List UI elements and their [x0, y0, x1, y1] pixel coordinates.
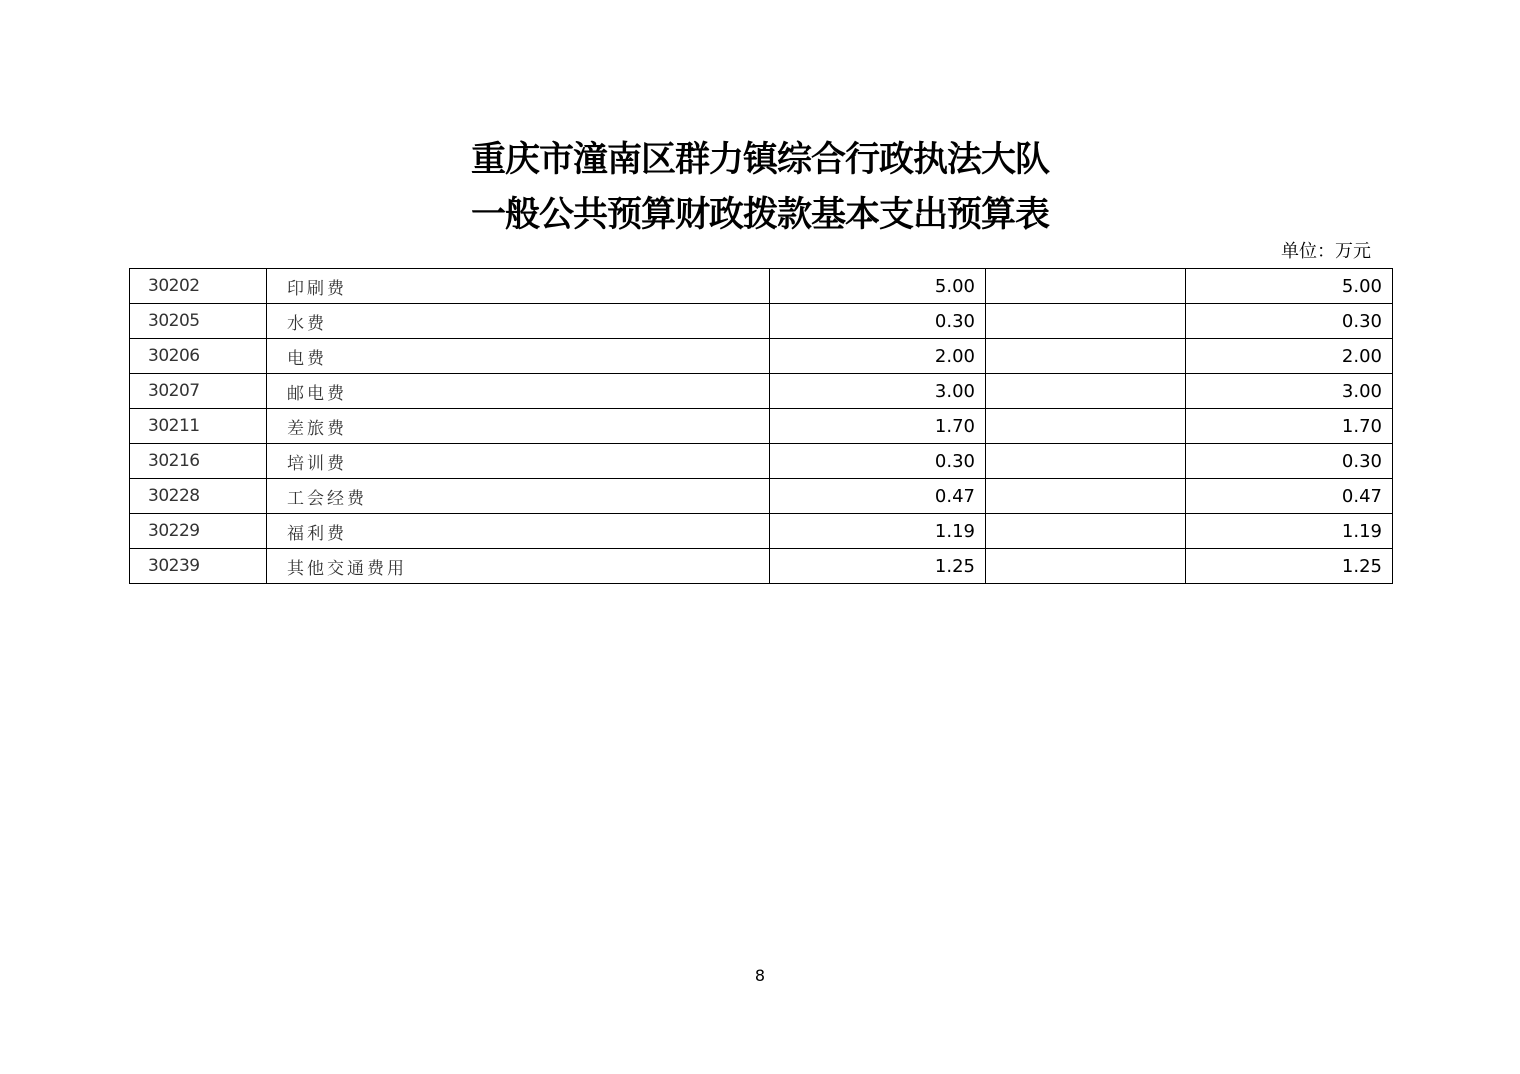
- row-total: 2.00: [1186, 339, 1393, 374]
- row-blank: [986, 514, 1186, 549]
- row-total: 3.00: [1186, 374, 1393, 409]
- table-row: [130, 479, 1393, 514]
- document-title-line1: 重庆市潼南区群力镇综合行政执法大队: [470, 139, 1049, 180]
- row-blank: [986, 479, 1186, 514]
- row-blank: [986, 444, 1186, 479]
- row-amount: 2.00: [770, 339, 986, 374]
- row-amount: 3.00: [770, 374, 986, 409]
- table-row: [130, 269, 1393, 304]
- row-code: 30228: [130, 479, 267, 514]
- table-row: [130, 374, 1393, 409]
- row-total: 0.47: [1186, 479, 1393, 514]
- row-code: 30202: [130, 269, 267, 304]
- row-code: 30205: [130, 304, 267, 339]
- row-blank: [986, 269, 1186, 304]
- row-name: 其他交通费用: [267, 549, 770, 584]
- row-code: 30216: [130, 444, 267, 479]
- budget-table: [129, 268, 1393, 584]
- row-blank: [986, 409, 1186, 444]
- row-total: 0.30: [1186, 444, 1393, 479]
- row-amount: 0.30: [770, 304, 986, 339]
- row-name: 印刷费: [267, 269, 770, 304]
- row-code: 30206: [130, 339, 267, 374]
- row-total: 5.00: [1186, 269, 1393, 304]
- row-name: 培训费: [267, 444, 770, 479]
- unit-label: 单位：万元: [1281, 241, 1371, 262]
- row-amount: 0.47: [770, 479, 986, 514]
- row-blank: [986, 374, 1186, 409]
- row-total: 1.25: [1186, 549, 1393, 584]
- table-row: [130, 549, 1393, 584]
- row-total: 0.30: [1186, 304, 1393, 339]
- row-name: 工会经费: [267, 479, 770, 514]
- row-blank: [986, 549, 1186, 584]
- table-row: [130, 304, 1393, 339]
- row-amount: 0.30: [770, 444, 986, 479]
- row-blank: [986, 339, 1186, 374]
- row-code: 30207: [130, 374, 267, 409]
- row-amount: 1.19: [770, 514, 986, 549]
- row-amount: 5.00: [770, 269, 986, 304]
- page-number: 8: [754, 966, 766, 985]
- row-total: 1.70: [1186, 409, 1393, 444]
- table-row: [130, 409, 1393, 444]
- row-name: 电费: [267, 339, 770, 374]
- row-code: 30229: [130, 514, 267, 549]
- row-code: 30211: [130, 409, 267, 444]
- row-name: 福利费: [267, 514, 770, 549]
- table-row: [130, 339, 1393, 374]
- row-code: 30239: [130, 549, 267, 584]
- row-amount: 1.70: [770, 409, 986, 444]
- row-amount: 1.25: [770, 549, 986, 584]
- budget-table-body: [130, 269, 1393, 584]
- row-name: 水费: [267, 304, 770, 339]
- table-row: [130, 444, 1393, 479]
- row-name: 差旅费: [267, 409, 770, 444]
- row-blank: [986, 304, 1186, 339]
- row-name: 邮电费: [267, 374, 770, 409]
- row-total: 1.19: [1186, 514, 1393, 549]
- table-row: [130, 514, 1393, 549]
- document-title-line2: 一般公共预算财政拨款基本支出预算表: [470, 194, 1049, 235]
